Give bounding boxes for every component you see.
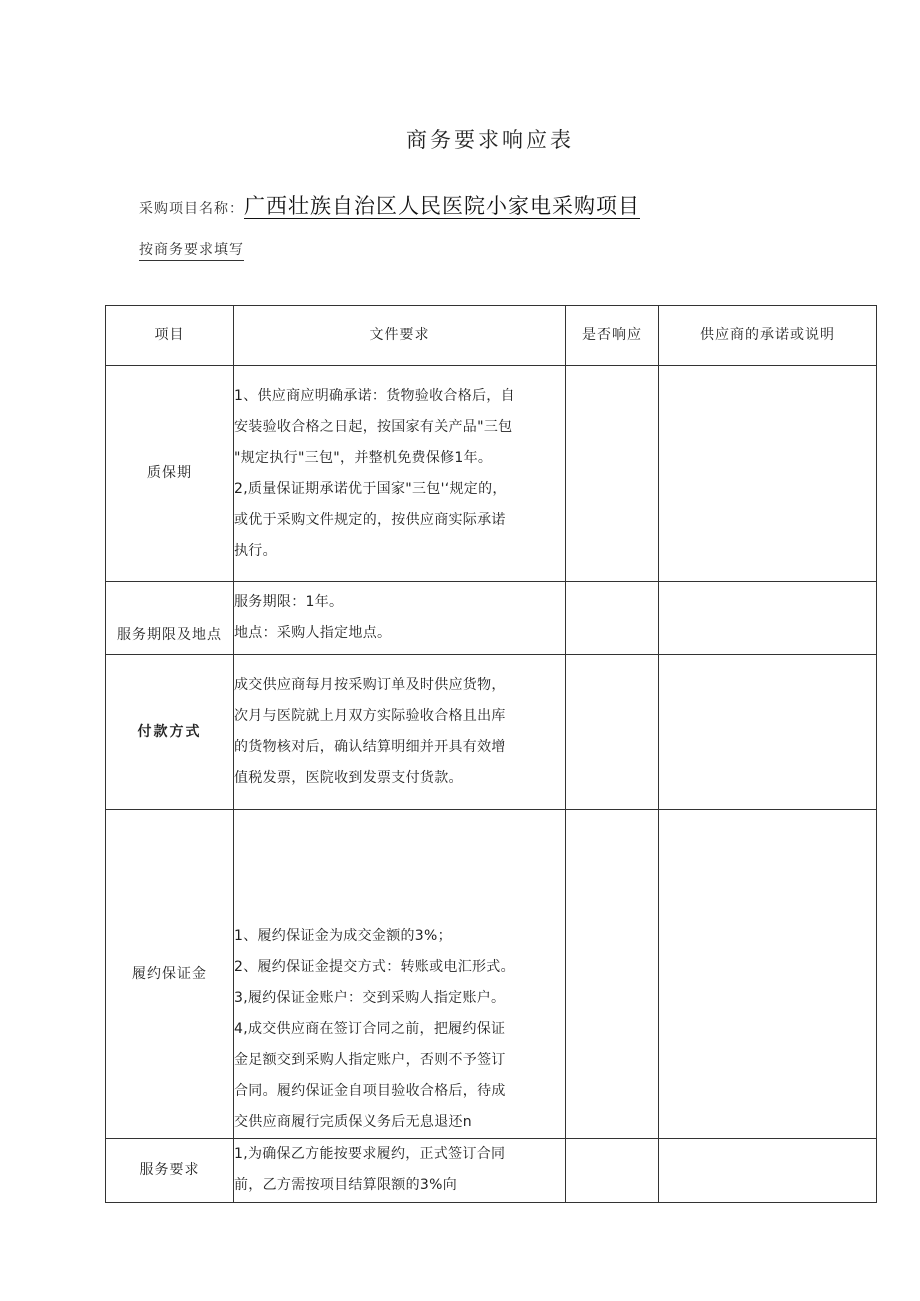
page-title: 商务要求响应表: [406, 128, 574, 152]
project-name-label: 采购项目名称：: [139, 201, 244, 217]
table-header-row: [106, 306, 877, 366]
table-row: [106, 1139, 877, 1203]
row-item: 履约保证金: [106, 810, 234, 1139]
header-response: 是否响应: [566, 306, 659, 366]
row-requirement: [234, 366, 566, 582]
row-response-cell[interactable]: [566, 810, 659, 1139]
row-requirement: [234, 582, 566, 655]
business-requirement-table: [105, 305, 877, 1203]
requirement-line: 值税发票，医院收到发票支付货款。: [234, 770, 463, 786]
header-commitment: 供应商的承诺或说明: [659, 306, 877, 366]
row-item: 付款方式: [106, 655, 234, 810]
project-line: [139, 190, 640, 220]
requirement-line: 2,质量保证期承诺优于国家"三包'‘规定的，: [234, 480, 507, 497]
row-requirement: [234, 810, 566, 1139]
table-row: [106, 655, 877, 810]
requirement-line: 地点：采购人指定地点。: [234, 625, 392, 641]
requirement-line: 次月与医院就上月双方实际验收合格且出库: [234, 708, 506, 724]
requirement-line: 的货物核对后，确认结算明细并开具有效增: [234, 739, 506, 755]
row-item: 质保期: [106, 366, 234, 582]
fill-instruction: 按商务要求填写: [139, 239, 244, 261]
requirement-line: 前，乙方需按项目结算限额的3%向: [234, 1177, 458, 1193]
requirement-line: 1、履约保证金为成交金额的3%；: [234, 928, 452, 944]
row-response-cell[interactable]: [566, 655, 659, 810]
row-commitment-cell[interactable]: [659, 810, 877, 1139]
row-response-cell[interactable]: [566, 582, 659, 655]
header-requirement: 文件要求: [234, 306, 566, 366]
header-item: 项目: [106, 306, 234, 366]
row-response-cell[interactable]: [566, 366, 659, 582]
requirement-line: 成交供应商每月按采购订单及时供应货物，: [234, 677, 506, 693]
project-name: 广西壮族自治区人民医院小家电采购项目: [244, 194, 640, 218]
requirement-line: 金足额交到采购人指定账户，否则不予签订: [234, 1052, 506, 1068]
row-commitment-cell[interactable]: [659, 366, 877, 582]
requirement-line: 服务期限：1年。: [234, 594, 344, 610]
requirement-line: 2、履约保证金提交方式：转账或电汇形式。: [234, 959, 515, 975]
requirement-line: 安装验收合格之日起，按国家有关产品"三包: [234, 418, 513, 435]
requirement-line: 1、供应商应明确承诺：货物验收合格后，自: [234, 387, 515, 404]
table-row: [106, 582, 877, 655]
table-row: [106, 810, 877, 1139]
requirement-line: 执行。: [234, 542, 277, 559]
table-row: [106, 366, 877, 582]
row-requirement: [234, 655, 566, 810]
requirement-line: 或优于采购文件规定的，按供应商实际承诺: [234, 511, 506, 528]
requirement-line: "规定执行"三包"，并整机免费保修1年。: [234, 449, 493, 466]
row-commitment-cell[interactable]: [659, 1139, 877, 1203]
requirement-line: 合同。履约保证金自项目验收合格后，待成: [234, 1083, 506, 1099]
row-item: 服务期限及地点: [106, 582, 234, 655]
row-commitment-cell[interactable]: [659, 582, 877, 655]
requirement-line: 4,成交供应商在签订合同之前，把履约保证: [234, 1021, 506, 1037]
row-response-cell[interactable]: [566, 1139, 659, 1203]
requirement-line: 交供应商履行完质保义务后无息退还n: [234, 1114, 472, 1130]
row-commitment-cell[interactable]: [659, 655, 877, 810]
requirement-line: 1,为确保乙方能按要求履约，正式签订合同: [234, 1146, 506, 1162]
requirement-line: 3,履约保证金账户：交到采购人指定账户。: [234, 990, 506, 1006]
row-requirement: [234, 1139, 566, 1203]
row-item: 服务要求: [106, 1139, 234, 1203]
